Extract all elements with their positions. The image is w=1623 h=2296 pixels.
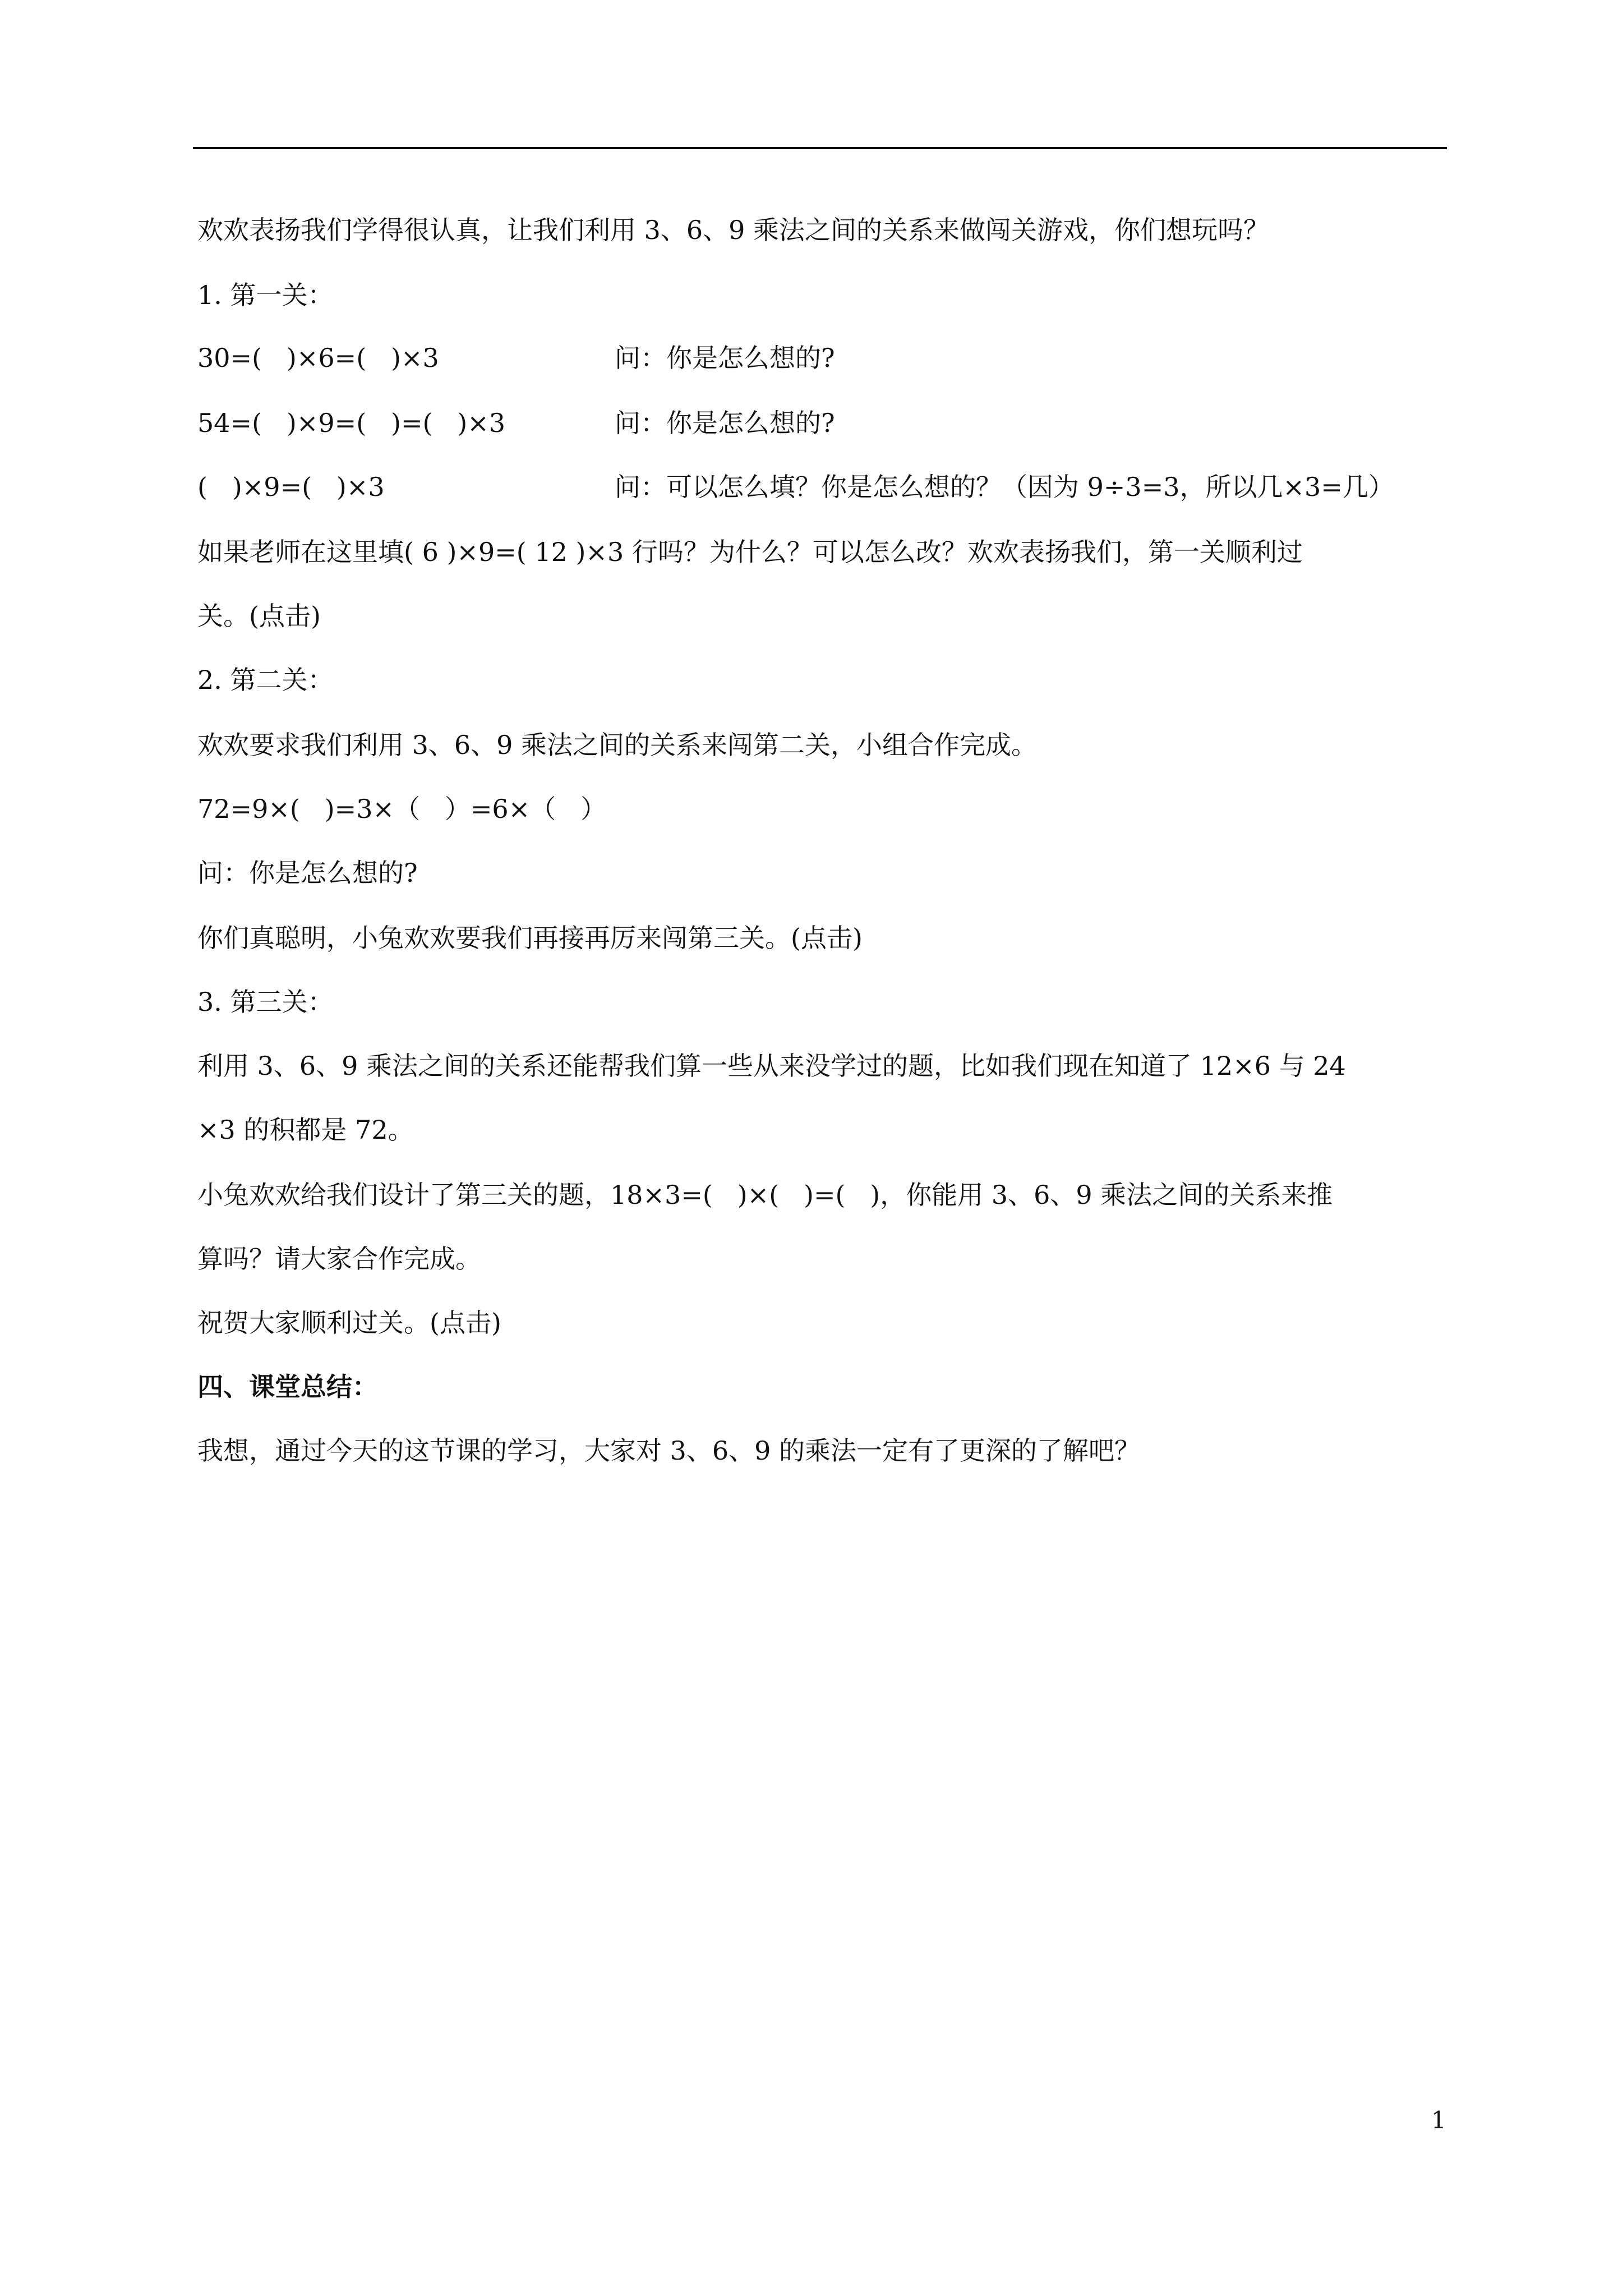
section-heading-summary: 四、课堂总结： bbox=[197, 1372, 378, 1402]
summary-paragraph: 我想，通过今天的这节课的学习，大家对 3、6、9 的乘法一定有了更深的了解吧？ bbox=[197, 1435, 1141, 1466]
level-one-paragraph-line-1: 如果老师在这里填( 6 )×9=( 12 )×3 行吗？为什么？可以怎么改？欢欢表扬我们，第一关顺利过 bbox=[197, 537, 1303, 567]
level-one-equation-2: 54=( )×9=( )=( )×3 bbox=[197, 408, 506, 438]
level-two-praise: 你们真聪明，小兔欢欢要我们再接再厉来闯第三关。(点击) bbox=[197, 923, 863, 953]
level-one-question-3: 问：可以怎么填？你是怎么想的？（因为 9÷3=3，所以几×3=几） bbox=[615, 472, 1394, 502]
level-one-equation-3: ( )×9=( )×3 bbox=[197, 472, 385, 502]
level-one-equation-1: 30=( )×6=( )×3 bbox=[197, 343, 439, 373]
header-rule bbox=[193, 147, 1447, 149]
level-two-heading: 2. 第二关： bbox=[197, 665, 334, 695]
level-two-equation: 72=9×( )=3×（ ）=6×（ ） bbox=[197, 794, 607, 824]
level-three-task-line-2: 算吗？请大家合作完成。 bbox=[197, 1244, 481, 1274]
level-two-question: 问：你是怎么想的? bbox=[197, 858, 418, 888]
level-two-paragraph: 欢欢要求我们利用 3、6、9 乘法之间的关系来闯第二关，小组合作完成。 bbox=[197, 730, 1038, 760]
level-three-paragraph-line-1: 利用 3、6、9 乘法之间的关系还能帮我们算一些从来没学过的题，比如我们现在知道了 12×6 与 24 bbox=[197, 1051, 1346, 1081]
level-three-paragraph-line-2: ×3 的积都是 72。 bbox=[197, 1115, 414, 1145]
level-three-task-line-1: 小兔欢欢给我们设计了第三关的题，18×3=( )×( )=( )，你能用 3、6、9 乘法之间的关系来推 bbox=[197, 1180, 1333, 1210]
level-one-paragraph-line-2: 关。(点击) bbox=[197, 601, 321, 631]
level-one-question-1: 问：你是怎么想的? bbox=[615, 343, 835, 373]
level-one-question-2: 问：你是怎么想的? bbox=[615, 408, 835, 438]
level-one-heading: 1. 第一关： bbox=[197, 280, 334, 310]
congrats-line: 祝贺大家顺利过关。(点击) bbox=[197, 1308, 501, 1338]
page-number: 1 bbox=[1431, 2106, 1446, 2134]
intro-paragraph: 欢欢表扬我们学得很认真，让我们利用 3、6、9 乘法之间的关系来做闯关游戏，你们想玩吗？ bbox=[197, 215, 1270, 245]
level-three-heading: 3. 第三关： bbox=[197, 987, 334, 1017]
